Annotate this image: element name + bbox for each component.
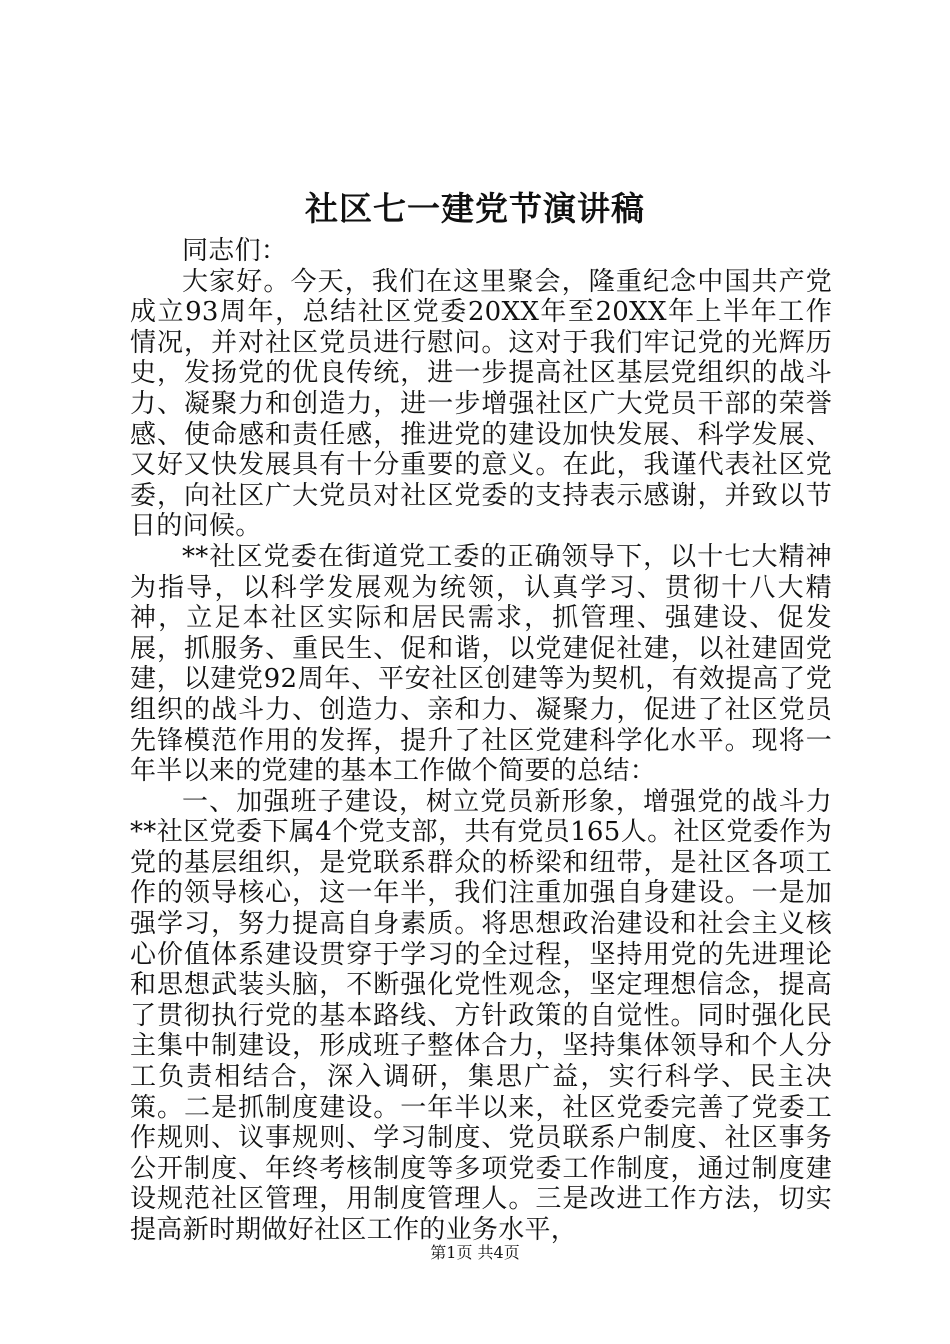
page-footer: 第1页 共4页 [430, 1243, 520, 1262]
document-title: 社区七一建党节演讲稿 [305, 189, 645, 228]
document-body [130, 236, 832, 1246]
paragraph-greeting: 同志们： [182, 236, 288, 266]
paragraph-section-one: 一、加强班子建设，树立党员新形象，增强党的战斗力**社区党委下属4个党支部，共有党员165人。社区党委作为党的基层组织，是党联系群众的桥梁和纽带，是社区各项工作的领导核心，这一年半，我们注重加强自身建设。一是加强学习，努力提高自身素质。将思想政治建设和社会主义核心价值体系建设贯穿于学习的全过程，坚持用党的先进理论和思想武装头脑，不断强化党性观念，坚定理想信念，提高了贯彻执行党的基本路线、方针政策的自觉性。同时强化民主集中制建设，形成班子整体合力，坚持集体领导和个人分工负责相结合，深入调研，集思广益，实行科学、民主决策。二是抓制度建设。一年半以来，社区党委完善了党委工作规则、议事规则、学习制度、党员联系户制度、社区事务公开制度、年终考核制度等多项党委工作制度，通过制度建设规范社区管理，用制度管理人。三是改进工作方法，切实提高新时期做好社区工作的业务水平， [130, 786, 832, 1245]
paragraph-opening: 大家好。今天，我们在这里聚会，隆重纪念中国共产党成立93周年，总结社区党委20XX年至20XX年上半年工作情况，并对社区党员进行慰问。这对于我们牢记党的光辉历史，发扬党的优良传统，进一步提高社区基层党组织的战斗力、凝聚力和创造力，进一步增强社区广大党员干部的荣誉感、使命感和责任感，推进党的建设加快发展、科学发展、又好又快发展具有十分重要的意义。在此，我谨代表社区党委，向社区广大党员对社区党委的支持表示感谢，并致以节日的问候。 [130, 266, 832, 542]
paragraph-summary: **社区党委在街道党工委的正确领导下，以十七大精神为指导，以科学发展观为统领，认真学习、贯彻十八大精神，立足本社区实际和居民需求，抓管理、强建设、促发展，抓服务、重民生、促和谐，以党建促社建，以社建固党建，以建党92周年、平安社区创建等为契机，有效提高了党组织的战斗力、创造力、亲和力、凝聚力，促进了社区党员先锋模范作用的发挥，提升了社区党建科学化水平。现将一年半以来的党建的基本工作做个简要的总结： [130, 541, 832, 787]
